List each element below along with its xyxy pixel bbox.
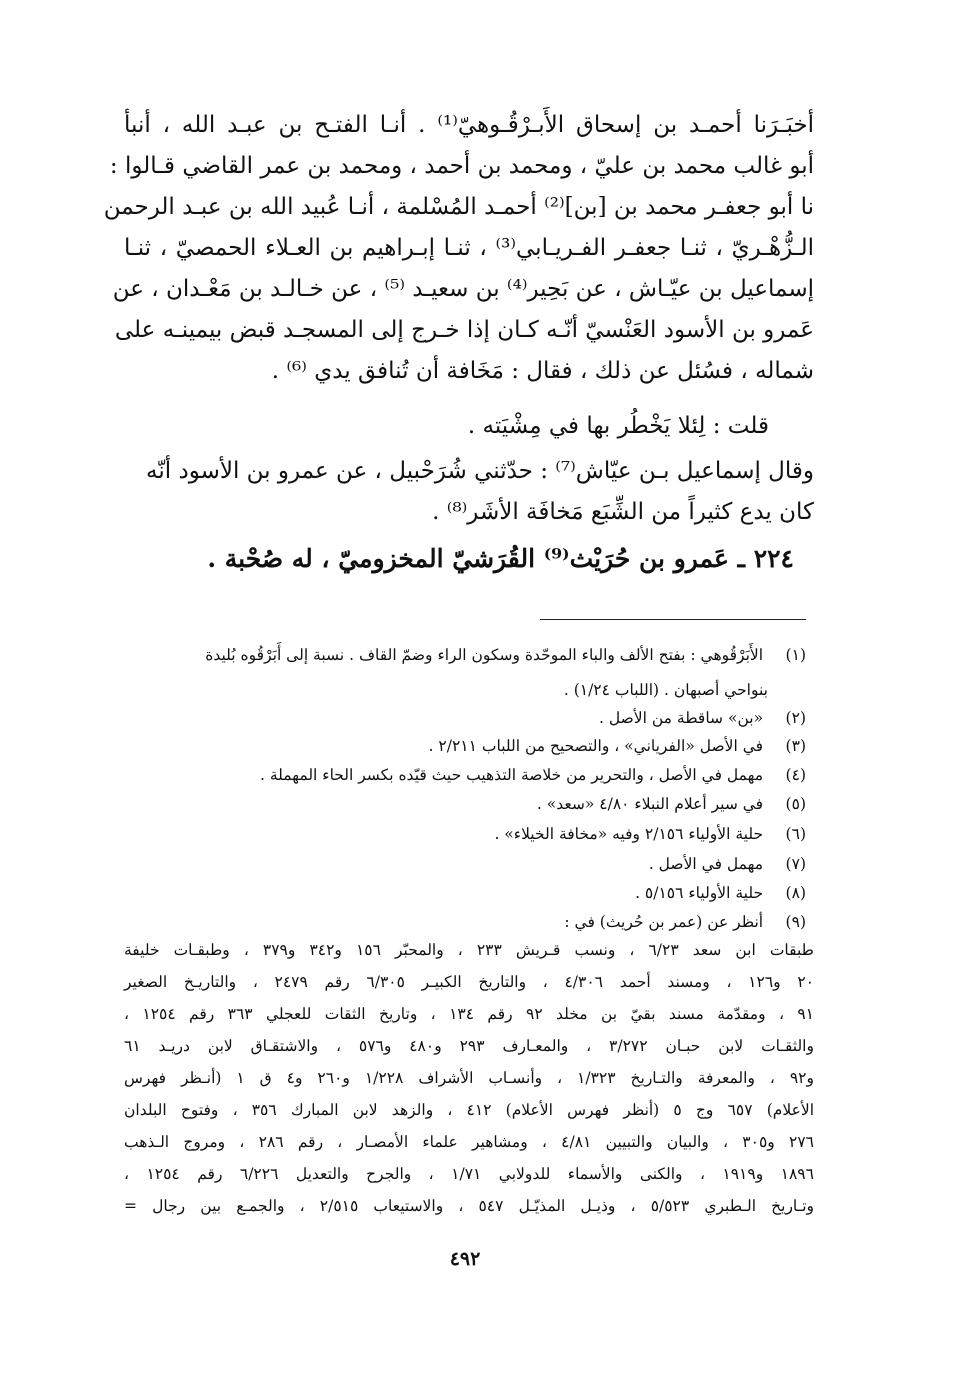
body-line-5: إسماعيل بن عيّـاش ، عن بَحِير⁽⁴⁾ بن سعيـد ⁽⁵⁾ ، عن خـالـد بن مَعْـدان ، عن	[112, 276, 814, 302]
footnote-9-line-5: و٩٢ ، والمعرفة والتـاريخ ١/٣٢٣ ، وأنسـاب الأشراف ١/٢٢٨ و٢٦٠ و٤ ق ١ (أنـظر فهرس	[124, 1069, 814, 1087]
footnote-9-line-6: الأعلام) ٦٥٧ وج ٥ (أنظر فهرس الأعلام) ٤١٢ ، والزهد لابن المبارك ٣٥٦ ، وفتوح البلدان	[124, 1101, 814, 1119]
footnote-6	[494, 825, 806, 843]
footnote-9-line-7: ٢٧٦ و٣٠٥ ، والبيان والتبيين ٤/٨١ ، ومشاهير علماء الأمصـار ، رقم ٢٨٦ ، ومروج الـذهب	[124, 1133, 814, 1151]
footnote-divider	[540, 619, 806, 620]
footnote-9-line-8: ١٨٩٦ و١٩١٩ ، والكنى والأسماء للدولابي ١/٧١ ، والجرح والتعديل ٦/٢٢٦ رقم ١٢٥٤ ،	[124, 1165, 814, 1183]
footnote-number: (٩)	[785, 913, 806, 931]
body-para3-line-1: وقال إسماعيل بـن عيّاش⁽⁷⁾ : حدّثني شُرَحْبيل ، عن عمرو بن الأسود أنّه	[146, 458, 814, 484]
footnote-7	[649, 855, 806, 873]
footnote-text: مهمل في الأصل ، والتحرير من خلاصة التذهيب حيث قيّده بكسر الحاء المهملة .	[259, 766, 764, 784]
comment-line: قلت : لِئلا يَخْطُر بها في مِشْيَته .	[467, 413, 769, 439]
footnote-text: الأَبَرْقُوهي : بفتح الألف والباء الموحّدة وسكون الراء وضمّ القاف . نسبة إلى أَبَرْقُوه بُليدة	[205, 646, 764, 664]
footnote-text: أنظر عن (عمر بن حُريث) في :	[564, 913, 764, 931]
footnote-9-line-3: ٩١ ، ومقدّمة مسند بقيّ بن مخلد ٩٢ رقم ١٣٤ ، وتاريخ الثقات للعجلي ٣٦٣ رقم ١٢٥٤ ،	[124, 1005, 814, 1023]
footnote-text: مهمل في الأصل .	[648, 855, 764, 873]
footnote-2	[599, 709, 806, 727]
body-line-4: الـزُّهْـريّ ، ثنـا جعفـر الفـريـابي⁽³⁾ ، ثنـا إبـراهيم بن العـلاء الحمصيّ ، ثنـا	[124, 235, 814, 261]
body-line-2: أبو غالب محمد بن عليّ ، ومحمد بن أحمد ، ومحمد بن عمر القاضي قـالوا :	[109, 153, 814, 179]
footnote-text: في سير أعلام النبلاء ٤/٨٠ «سعد» .	[536, 795, 764, 813]
body-line-3: نا أبو جعفـر محمد بن [بن]⁽²⁾ أحمـد المُسْلمة ، أنـا عُبيد الله بن عبـد الرحمن	[103, 194, 814, 220]
footnote-4	[260, 766, 806, 784]
page-number: ٤٩٢	[449, 1248, 481, 1270]
footnote-text: حلية الأولياء ٥/١٥٦ .	[635, 884, 764, 902]
footnote-9-line-4: والثقـات لابن حبـان ٣/٢٧٢ ، والمعـارف ٢٩٣ و٤٨٠ و٥٧٦ ، والاشتقـاق لابن دريـد ٦١	[124, 1037, 814, 1055]
footnote-text: في الأصل «الفرياني» ، والتصحيح من اللباب ٢/٢١١ .	[428, 737, 764, 755]
footnote-9-line-9: وتـاريخ الـطبري ٥/٥٢٣ ، وذيـل المذيّـل ٥٤٧ ، والاستيعاب ٢/٥١٥ ، والجمـع بين رجال =	[124, 1197, 814, 1215]
footnote-number: (٥)	[785, 795, 806, 813]
footnote-number: (٤)	[785, 766, 806, 784]
footnote-1-continuation: بنواحي أصبهان . (اللباب ١/٢٤) .	[563, 681, 768, 699]
body-line-1: أخبَـرَنا أحمـد بن إسحاق الأَبـرْقُـوهيّ⁽¹⁾ . أنـا الفتـح بن عبـد الله ، أنبأ	[124, 112, 814, 138]
footnote-9-line-1: طبقات ابن سعد ٦/٢٣ ، ونسب قـريش ٢٣٣ ، والمحبّر ١٥٦ و٣٤٢ و٣٧٩ ، وطبقـات خليفة	[124, 941, 814, 959]
body-line-6: عَمرو بن الأسود العَنْسيّ أنّـه كـان إذا خـرج إلى المسجـد قبض بيمينـه على	[114, 317, 814, 343]
footnote-9	[564, 913, 806, 931]
footnote-1	[205, 646, 806, 664]
footnote-9-line-2: ٢٠ و١٢٦ ، ومسند أحمد ٤/٣٠٦ ، والتاريخ الكبيـر ٦/٣٠٥ رقم ٢٤٧٩ ، والتاريـخ الصغير	[124, 973, 814, 991]
entry-heading: ٢٢٤ ـ عَمرو بن حُرَيْث⁽⁹⁾ القُرَشيّ المخزوميّ ، له صُحْبة .	[207, 544, 794, 573]
footnote-3	[429, 737, 806, 755]
footnote-8	[635, 884, 806, 902]
footnote-5	[537, 795, 806, 813]
footnote-number: (٧)	[785, 855, 806, 873]
footnote-text: حلية الأولياء ٢/١٥٦ وفيه «مخافة الخيلاء» .	[494, 825, 764, 843]
footnote-number: (٣)	[785, 737, 806, 755]
body-line-7: شماله ، فسُئل عن ذلك ، فقال : مَخَافة أن تُنافق يدي ⁽⁶⁾ .	[271, 358, 814, 384]
footnote-number: (٢)	[785, 709, 806, 727]
footnote-number: (٦)	[785, 825, 806, 843]
footnote-text: «بن» ساقطة من الأصل .	[599, 709, 764, 727]
footnote-number: (٨)	[785, 884, 806, 902]
body-para3-line-2: كان يدع كثيراً من الشِّبَع مَخافَة الأشَر⁽⁸⁾ .	[432, 499, 814, 525]
footnote-number: (١)	[785, 646, 806, 664]
